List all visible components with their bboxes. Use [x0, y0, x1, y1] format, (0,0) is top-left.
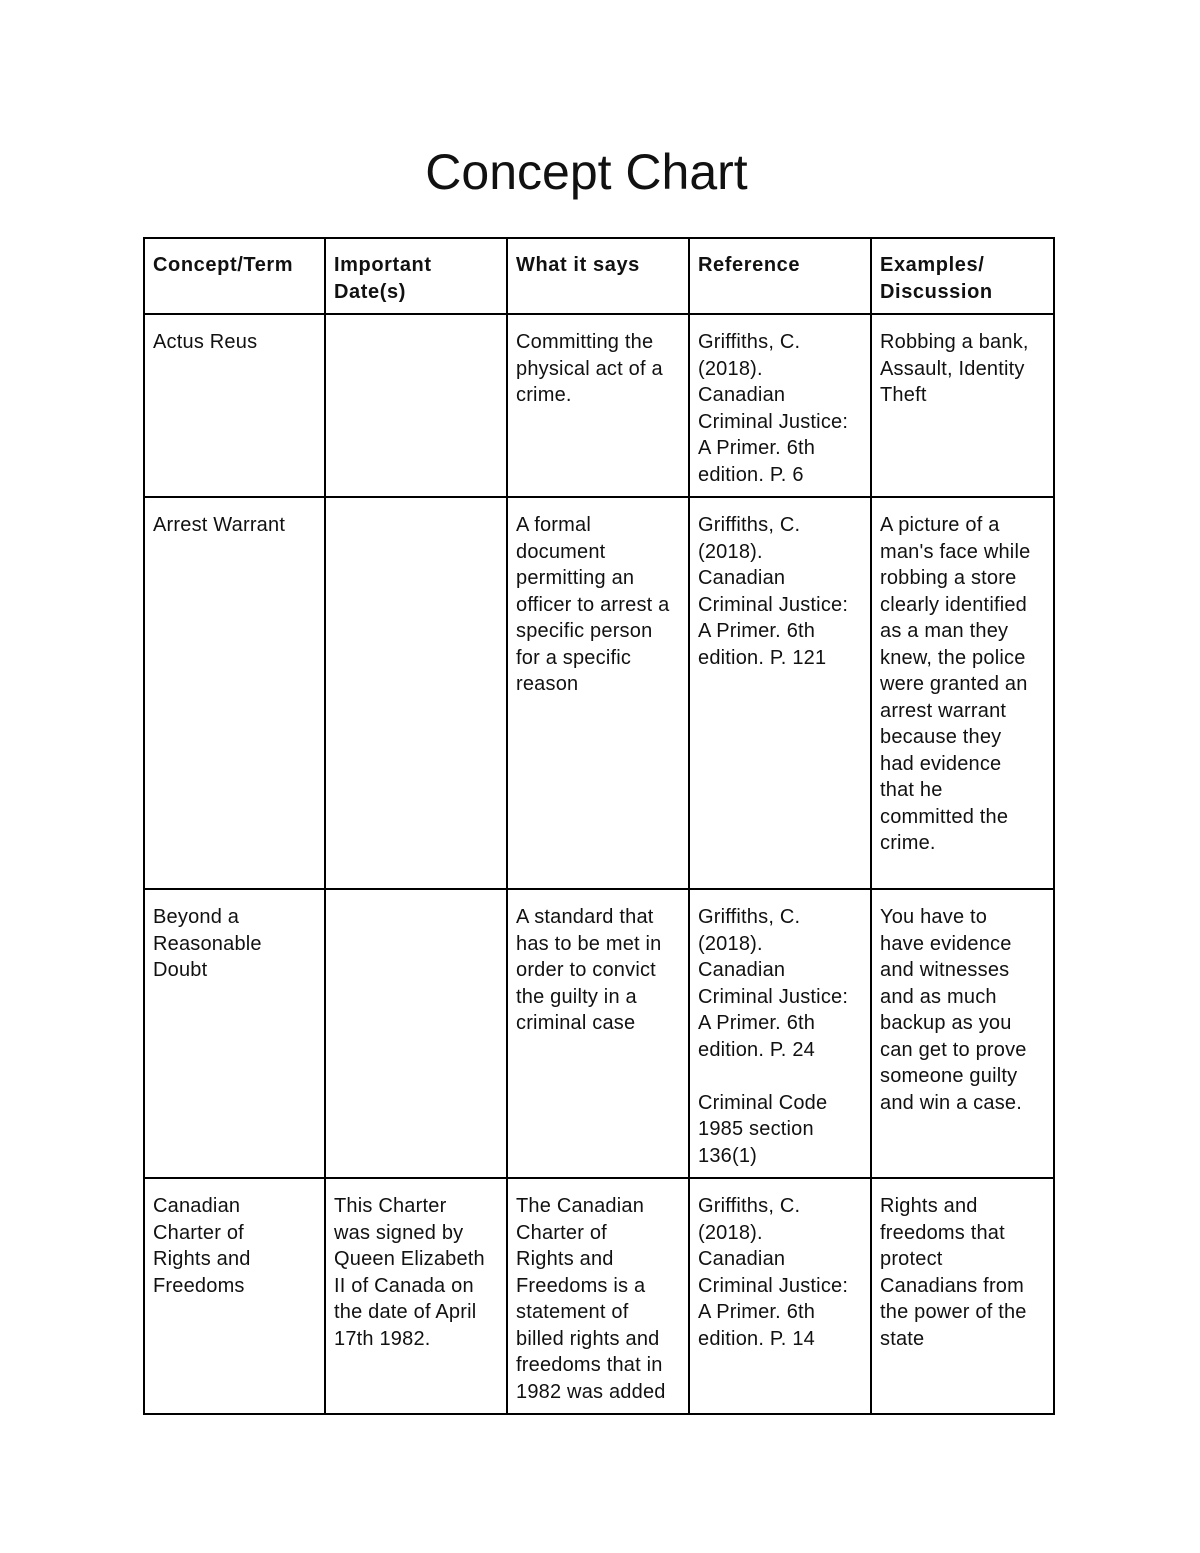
cell-text-line: This Charter [334, 1195, 447, 1217]
cell-text-line: statement of [516, 1301, 629, 1323]
cell-text-line: edition. P. 14 [698, 1327, 815, 1350]
cell-dates [325, 314, 507, 497]
cell-text-line: has to be met in [516, 932, 662, 955]
cell-text-line: Examples/ [880, 254, 985, 276]
cell-text-line: Discussion [880, 280, 993, 303]
cell-text-line: 1982 was added [516, 1380, 666, 1403]
cell-text-line: II of Canada on [334, 1274, 474, 1297]
cell-text-line: Beyond a [153, 906, 240, 928]
cell-text-line: someone guilty [880, 1065, 1018, 1087]
cell-text-line: A standard that [516, 906, 654, 928]
cell-text-line: Concept/Term [153, 254, 294, 276]
cell-text-line: Freedoms [153, 1274, 245, 1297]
cell-dates [325, 497, 507, 889]
cell-text-line: Assault, Identity [880, 357, 1025, 380]
cell-text-line: Doubt [153, 959, 208, 981]
cell-text-line: Rights and [516, 1248, 614, 1270]
cell-reference [689, 497, 871, 889]
cell-text-line: the guilty in a [516, 985, 637, 1008]
cell-examples [871, 889, 1054, 1178]
cell-text-line: the date of April [334, 1301, 477, 1323]
cell-text-line: Reasonable [153, 932, 262, 955]
cell-text-line: man's face while [880, 540, 1031, 563]
cell-text-line: protect [880, 1248, 943, 1270]
cell-text-line: Charter of [516, 1221, 607, 1244]
cell-text-line: edition. P. 24 [698, 1038, 815, 1061]
cell-text-line: Rights and [153, 1248, 251, 1270]
cell-text-line: physical act of a [516, 357, 663, 380]
cell-text-line: Criminal Justice: [698, 1274, 849, 1297]
cell-text-line: A picture of a [880, 514, 1000, 536]
cell-text-line: criminal case [516, 1012, 636, 1034]
header-what-it-says [507, 238, 689, 314]
cell-text-line: Criminal Code [698, 1091, 828, 1114]
cell-reference [689, 314, 871, 497]
cell-text-line: Arrest Warrant [153, 514, 286, 536]
cell-text-line: Criminal Justice: [698, 410, 849, 433]
cell-text-line: Canadian [698, 1248, 786, 1270]
cell-text-line: order to convict [516, 959, 656, 981]
cell-text-line: crime. [880, 832, 936, 854]
cell-text-line: backup as you [880, 1012, 1012, 1034]
cell-text-line: Freedoms is a [516, 1274, 646, 1297]
cell-text-line: A Primer. 6th [698, 1301, 816, 1323]
cell-text-line: permitting an [516, 567, 635, 589]
cell-text-line: Rights and [880, 1195, 978, 1217]
cell-text-line: 1985 section [698, 1118, 814, 1140]
cell-text-line: Criminal Justice: [698, 985, 849, 1008]
cell-text-line: crime. [516, 384, 572, 406]
cell-spacer [698, 1063, 862, 1090]
cell-text-line: had evidence [880, 752, 1002, 775]
cell-text-line: Griffiths, C. [698, 331, 801, 353]
cell-text-line: Griffiths, C. [698, 906, 801, 928]
cell-text-line: Queen Elizabeth [334, 1248, 485, 1270]
cell-text-line: officer to arrest a [516, 593, 670, 616]
cell-text-line: A formal [516, 514, 591, 536]
cell-text-line: Important [334, 254, 432, 276]
cell-what-it-says [507, 314, 689, 497]
cell-text-line: edition. P. 6 [698, 463, 804, 486]
cell-text-line: Canadians from [880, 1274, 1024, 1297]
cell-what-it-says [507, 497, 689, 889]
cell-text-line: Criminal Justice: [698, 593, 849, 616]
cell-text-line: (2018). [698, 1221, 763, 1244]
cell-concept [144, 497, 325, 889]
cell-text-line: The Canadian [516, 1195, 645, 1217]
cell-text-line: for a specific [516, 646, 632, 669]
cell-text-line: Griffiths, C. [698, 1195, 801, 1217]
cell-concept [144, 1178, 325, 1414]
cell-text-line: Committing the [516, 331, 654, 353]
cell-text-line: You have to [880, 906, 988, 928]
table-row [144, 497, 1054, 889]
cell-examples [871, 314, 1054, 497]
cell-text-line: Griffiths, C. [698, 514, 801, 536]
cell-text-line: and win a case. [880, 1091, 1022, 1114]
header-examples-discussion [871, 238, 1054, 314]
cell-text-line: Canadian [698, 959, 786, 981]
cell-text-line: (2018). [698, 357, 763, 380]
cell-examples [871, 497, 1054, 889]
cell-text-line: 136(1) [698, 1144, 758, 1167]
cell-text-line: Theft [880, 384, 927, 406]
cell-text-line: committed the [880, 805, 1009, 828]
cell-text-line: (2018). [698, 540, 763, 563]
cell-reference [689, 889, 871, 1178]
cell-text-line: reason [516, 673, 579, 695]
cell-text-line: arrest warrant [880, 699, 1007, 722]
cell-concept [144, 314, 325, 497]
cell-text-line: document [516, 540, 606, 563]
cell-text-line: Actus Reus [153, 331, 258, 353]
cell-text-line: and as much [880, 985, 997, 1008]
cell-text-line: Date(s) [334, 280, 406, 303]
cell-text-line: clearly identified [880, 593, 1028, 616]
cell-text-line: robbing a store [880, 567, 1017, 589]
table-row [144, 1178, 1054, 1414]
cell-text-line: and witnesses [880, 959, 1010, 981]
cell-text-line: was signed by [334, 1221, 464, 1244]
cell-text-line: were granted an [880, 673, 1028, 695]
page-title: Concept Chart [425, 144, 748, 200]
cell-text-line: Canadian [698, 384, 786, 406]
cell-text-line: that he [880, 779, 943, 801]
table-row [144, 314, 1054, 497]
cell-text-line: edition. P. 121 [698, 646, 827, 669]
cell-text-line: Canadian [698, 567, 786, 589]
header-reference [689, 238, 871, 314]
cell-text-line: specific person [516, 620, 653, 642]
cell-dates [325, 889, 507, 1178]
cell-text-line: the power of the [880, 1301, 1027, 1323]
cell-text-line: as a man they [880, 620, 1009, 642]
header-important-dates [325, 238, 507, 314]
cell-text-line: Charter of [153, 1221, 244, 1244]
cell-text-line: because they [880, 726, 1002, 748]
cell-text-line: A Primer. 6th [698, 1012, 816, 1034]
concept-chart-table [143, 237, 1055, 1415]
cell-what-it-says [507, 1178, 689, 1414]
cell-text-line: Robbing a bank, [880, 331, 1029, 353]
cell-text-line: A Primer. 6th [698, 620, 816, 642]
cell-what-it-says [507, 889, 689, 1178]
cell-text-line: billed rights and [516, 1327, 660, 1350]
cell-concept [144, 889, 325, 1178]
cell-text-line: freedoms that in [516, 1354, 663, 1376]
cell-text-line: Reference [698, 254, 801, 276]
cell-reference [689, 1178, 871, 1414]
table-row [144, 889, 1054, 1178]
header-concept-term [144, 238, 325, 314]
cell-text-line: have evidence [880, 932, 1012, 955]
cell-text-line: can get to prove [880, 1038, 1027, 1061]
cell-text-line: Canadian [153, 1195, 241, 1217]
cell-examples [871, 1178, 1054, 1414]
cell-text-line: (2018). [698, 932, 763, 955]
cell-text-line: 17th 1982. [334, 1327, 431, 1350]
cell-text-line: knew, the police [880, 646, 1026, 669]
cell-text-line: What it says [516, 254, 640, 276]
header-row [144, 238, 1054, 314]
cell-text-line: state [880, 1327, 925, 1350]
cell-text-line: A Primer. 6th [698, 437, 816, 459]
cell-dates [325, 1178, 507, 1414]
cell-text-line: freedoms that [880, 1221, 1005, 1244]
